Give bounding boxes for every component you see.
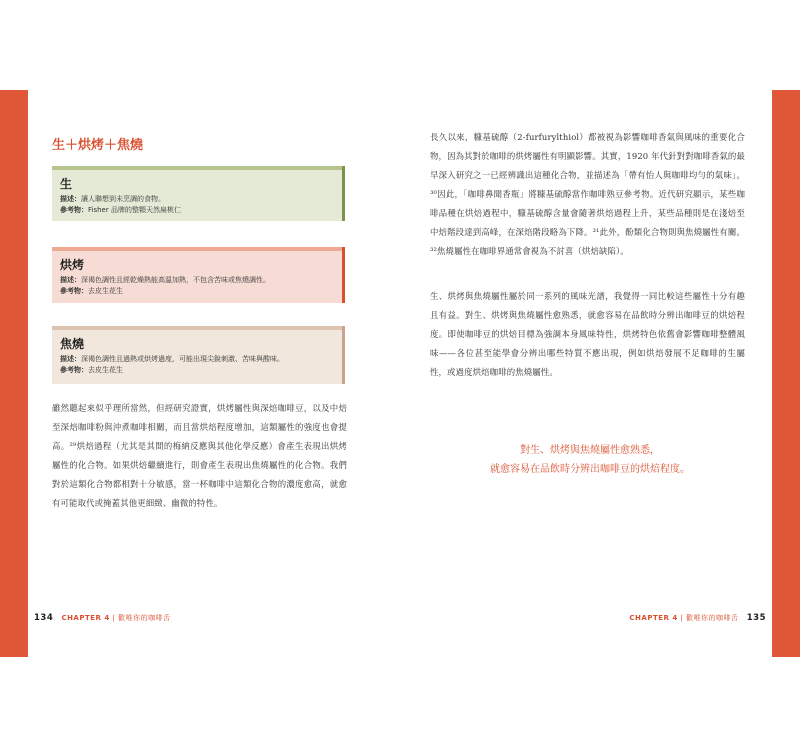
page-number: 135 bbox=[746, 613, 766, 623]
right-page-footer bbox=[629, 613, 766, 623]
box-reference: 參考物：去皮生花生 bbox=[60, 366, 123, 374]
page-number: 134 bbox=[34, 613, 54, 623]
footer-separator: | bbox=[112, 614, 116, 622]
footer-separator: | bbox=[680, 614, 684, 622]
box-reference: 參考物：Fisher 品牌的整顆天然扁桃仁 bbox=[60, 206, 181, 214]
attribute-box-raw bbox=[52, 166, 345, 221]
right-body-paragraph-2: 生、烘烤與焦燒屬性屬於同一系列的風味光譜，我覺得一同比較這些屬性十分有趣且有益。對生、烘烤與焦燒屬性愈熟悉，就愈容易在品飲時分辨出咖啡豆的烘焙程度。即使咖啡豆的烘焙目標為強調本身風味特性，烘烤特色依舊會影響咖啡整體風味——各位甚至能學會分辨出哪些特質不應出現，例如烘焙發展不足咖啡的生屬性，或過度烘焙咖啡的焦燒屬性。 bbox=[430, 291, 745, 377]
chapter-label: CHAPTER 4 bbox=[61, 614, 110, 622]
box-description: 描述：深褐色調性且經乾燥熱能高溫加熱，不包含苦味或焦燒調性。 bbox=[60, 276, 270, 284]
attribute-box-burnt bbox=[52, 326, 345, 384]
chapter-title: 歡唯你的咖啡舌 bbox=[118, 614, 171, 622]
left-edge-strip bbox=[0, 90, 28, 657]
box-description: 描述：深褐色調性且過熱或烘烤過度，可能出現尖銳刺激、苦味與酸味。 bbox=[60, 355, 284, 363]
attribute-box-roasted bbox=[52, 247, 345, 303]
left-page-footer bbox=[34, 613, 171, 623]
box-title: 生 bbox=[60, 177, 73, 191]
box-title: 焦燒 bbox=[60, 337, 85, 351]
right-page bbox=[400, 90, 772, 657]
pull-quote-line-1: 對生、烘烤與焦燒屬性愈熟悉， bbox=[520, 445, 660, 456]
left-body-paragraph: 雖然聽起來似乎理所當然，但經研究證實，烘烤屬性與深焙咖啡豆，以及中焙至深焙咖啡粉與沖煮咖啡相關，而且當烘焙程度增加，這類屬性的強度也會提高。²⁹烘焙過程（尤其是其間的梅納反應與其他化學反應）會產生表現出烘烤屬性的化合物。如果烘焙繼續進行，則會產生表現出焦燒屬性的化合物。我們對於這類化合物都相對十分敏感，當一杯咖啡中這類化合物的濃度愈高，就愈有可能取代或掩蓋其他更細緻、幽微的特性。 bbox=[52, 403, 347, 508]
chapter-title: 歡唯你的咖啡舌 bbox=[686, 614, 739, 622]
box-title: 烘烤 bbox=[60, 258, 85, 272]
section-heading: 生＋烘烤＋焦燒 bbox=[52, 138, 144, 153]
left-page bbox=[28, 90, 400, 657]
right-edge-strip bbox=[772, 90, 800, 657]
right-body-paragraph-1: 長久以來，糠基硫醇（2-furfurylthiol）都被視為影響咖啡香氣與風味的重要化合物，因為其對於咖啡的烘烤屬性有明顯影響。其實，1920 年代針對對咖啡香氣的最早深入研究之一已經辨識出這種化合物，並描述為「帶有怡人與咖啡均勻的氣味」。³⁰因此，「咖啡鼻聞香瓶」將糠基硫醇當作咖啡熟豆參考物。近代研究顯示，某些咖啡品種在烘焙過程中，糠基硫醇含量會隨著烘焙過程上升，某些品種則是在淺焙至中焙階段達到高峰，在深焙階段略為下降。³¹此外，酚類化合物則與焦燒屬性有關。³²焦燒屬性在咖啡界通常會視為不討喜（烘焙缺陷）。 bbox=[430, 132, 745, 256]
pull-quote-line-2: 就愈容易在品飲時分辨出咖啡豆的烘焙程度。 bbox=[490, 464, 690, 475]
box-description: 描述：讓人聯想到未烹調的食物。 bbox=[60, 195, 165, 203]
chapter-label: CHAPTER 4 bbox=[629, 614, 678, 622]
box-reference: 參考物：去皮生花生 bbox=[60, 287, 123, 295]
